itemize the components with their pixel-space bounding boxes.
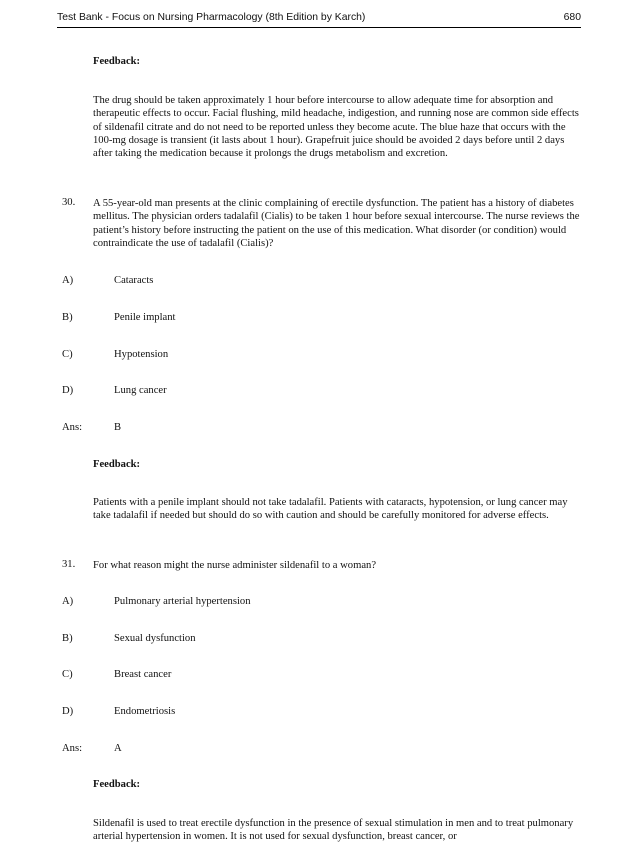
page-number: 680 <box>563 12 581 23</box>
option-text: Hypotension <box>114 349 169 360</box>
answer-label: Ans: <box>62 743 83 754</box>
answer-value: A <box>114 743 122 754</box>
option-letter: A) <box>62 275 74 286</box>
option-letter: B) <box>62 312 73 323</box>
feedback-text: Sildenafil is used to treat erectile dysfunction in the presence of sexual stimulation in men and to treat pulmonary arterial hypertension in women. It is not used for sexual dysfunction, breast cancer, or <box>93 818 574 843</box>
option-text: Lung cancer <box>114 385 167 396</box>
feedback-text: Patients with a penile implant should not take tadalafil. Patients with cataracts, hypotension, or lung cancer may take tadalafil if needed but should do so with caution and should be carefully monitored for adverse effects. <box>93 497 568 522</box>
option-letter: D) <box>62 706 74 717</box>
option-letter: A) <box>62 596 74 607</box>
feedback-label: Feedback: <box>93 459 141 470</box>
page-header <box>57 11 581 28</box>
answer-value: B <box>114 422 122 433</box>
feedback-label: Feedback: <box>93 56 141 67</box>
option-letter: C) <box>62 669 73 680</box>
option-text: Endometriosis <box>114 706 176 717</box>
option-text: Penile implant <box>114 312 176 323</box>
question-text: A 55-year-old man presents at the clinic complaining of erectile dysfunction. The patient has a history of diabetes mellitus. The physician orders tadalafil (Cialis) to be taken 1 hour before sexual intercourse. The nurse reviews the patient’s history before instructing the patient on the use of this medication. What disorder (or condition) would contraindicate the use of tadalafil (Cialis)? <box>93 198 580 249</box>
question-number: 31. <box>62 559 76 570</box>
option-text: Cataracts <box>114 275 154 286</box>
answer-label: Ans: <box>62 422 83 433</box>
option-letter: B) <box>62 633 73 644</box>
option-letter: C) <box>62 349 73 360</box>
question-text: For what reason might the nurse administer sildenafil to a woman? <box>93 560 377 571</box>
option-letter: D) <box>62 385 74 396</box>
option-text: Pulmonary arterial hypertension <box>114 596 251 607</box>
header-title: Test Bank - Focus on Nursing Pharmacology (8th Edition by Karch) <box>57 12 366 23</box>
feedback-label: Feedback: <box>93 779 141 790</box>
option-text: Breast cancer <box>114 669 172 680</box>
question-number: 30. <box>62 197 76 208</box>
feedback-text: The drug should be taken approximately 1 hour before intercourse to allow adequate time for absorption and therapeutic effects to occur. Facial flushing, mild headache, indigestion, and running nose are common side effects of sildenafil citrate and do not need to be reported unless they become acute. The blue haze that occurs with the 100-mg dosage is transient (it lasts about 1 hour). Grapefruit juice should be avoided 2 days before until 2 days after taking the medication because it prolongs the drugs metabolism and excretion. <box>93 95 579 160</box>
option-text: Sexual dysfunction <box>114 633 196 644</box>
